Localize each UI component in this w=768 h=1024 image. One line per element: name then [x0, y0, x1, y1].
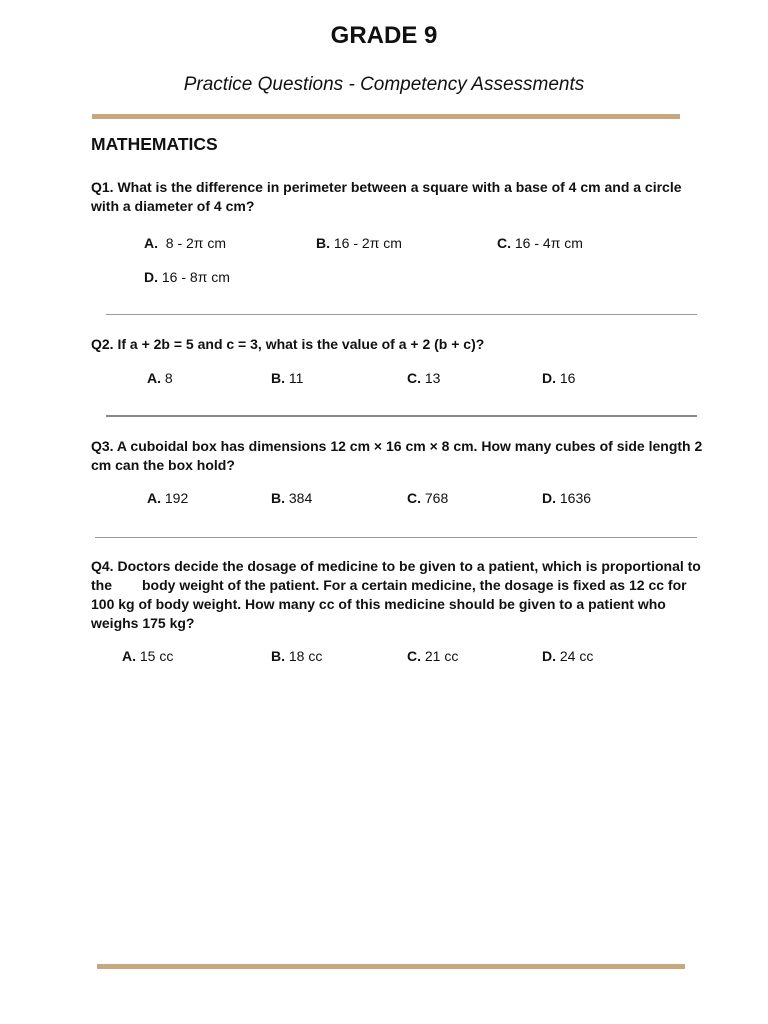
option-letter: B. — [316, 235, 330, 251]
option-text: 24 cc — [559, 648, 594, 664]
option-letter: D. — [542, 490, 556, 506]
q4-option-c — [407, 647, 458, 666]
top-accent-bar — [92, 114, 680, 119]
option-text: 384 — [288, 490, 313, 506]
option-letter: D. — [144, 269, 158, 285]
option-letter: C. — [407, 648, 421, 664]
option-text: 16 - 4π cm — [514, 235, 583, 251]
option-letter: C. — [497, 235, 511, 251]
option-letter: A. — [122, 648, 136, 664]
option-text: 16 — [559, 370, 576, 386]
option-text: 192 — [164, 490, 189, 506]
option-letter: B. — [271, 490, 285, 506]
option-text: 768 — [424, 490, 449, 506]
option-text: 8 — [164, 370, 173, 386]
q1-option-d — [144, 268, 230, 287]
q4-option-a — [122, 647, 173, 666]
question-3-text: Q3. A cuboidal box has dimensions 12 cm × 16 cm × 8 cm. How many cubes of side length 2 cm can the box hold? — [91, 438, 703, 473]
q3-option-c — [407, 489, 448, 508]
question-divider — [95, 537, 697, 538]
q3-option-d — [542, 489, 591, 508]
q2-option-a — [147, 369, 173, 388]
bottom-accent-bar — [97, 964, 685, 969]
question-4-text-part1: Q4. Doctors decide the dosage of medicine to be given to a patient, which is proportional to the — [91, 558, 701, 593]
option-letter: A. — [147, 370, 161, 386]
q1-option-b — [316, 234, 402, 253]
option-text: 21 cc — [424, 648, 459, 664]
option-text: 15 cc — [139, 648, 174, 664]
q2-option-c — [407, 369, 440, 388]
question-1-text: Q1. What is the difference in perimeter between a square with a base of 4 cm and a circle with a diameter of 4 cm? — [91, 179, 682, 214]
q1-option-a — [144, 234, 226, 253]
option-text: 16 - 8π cm — [161, 269, 230, 285]
q3-option-b — [271, 489, 312, 508]
q3-option-a — [147, 489, 188, 508]
option-letter: A. — [144, 235, 158, 251]
option-letter: A. — [147, 490, 161, 506]
option-letter: B. — [271, 648, 285, 664]
option-letter: D. — [542, 648, 556, 664]
option-letter: C. — [407, 370, 421, 386]
page-title: GRADE 9 — [330, 22, 438, 49]
q2-option-d — [542, 369, 575, 388]
option-letter: B. — [271, 370, 285, 386]
question-4-text — [91, 557, 711, 633]
question-4-text-part2: body weight of the patient. For a certain medicine, the dosage is fixed as 12 cc for 100 kg of body weight. How many cc of this medicine should be given to a patient who weighs 175 kg? — [91, 577, 687, 631]
option-letter: C. — [407, 490, 421, 506]
option-text: 1636 — [559, 490, 592, 506]
q1-option-c — [497, 234, 583, 253]
question-2-text: Q2. If a + 2b = 5 and c = 3, what is the value of a + 2 (b + c)? — [91, 336, 485, 352]
option-text: 11 — [288, 370, 304, 386]
q2-option-b — [271, 369, 303, 388]
option-text: 18 cc — [288, 648, 323, 664]
question-divider — [106, 415, 697, 417]
q4-option-d — [542, 647, 593, 666]
option-text: 16 - 2π cm — [333, 235, 402, 251]
question-divider — [106, 314, 697, 315]
subject-heading: MATHEMATICS — [91, 134, 218, 154]
page-subtitle: Practice Questions - Competency Assessments — [183, 74, 585, 95]
q4-option-b — [271, 647, 322, 666]
option-text: 8 - 2π cm — [165, 235, 227, 251]
option-letter: D. — [542, 370, 556, 386]
option-text: 13 — [424, 370, 441, 386]
